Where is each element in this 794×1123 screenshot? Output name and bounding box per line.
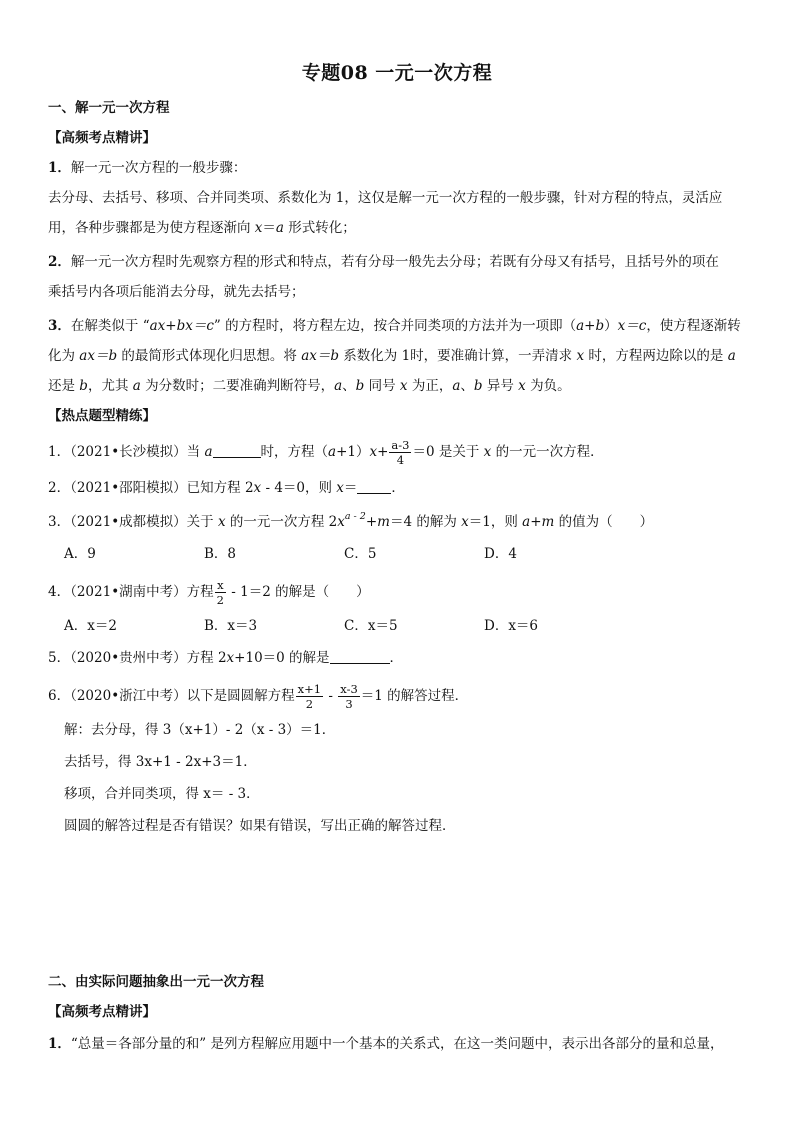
fraction-2 [338,682,360,711]
text: ＝4 的解为 [389,514,462,530]
text: ，使方程逐渐转 [646,318,741,334]
option-d[interactable]: D．x＝6 [484,618,539,634]
section1-key-points-label: 【高频考点精讲】 [48,130,156,146]
point-1-number: 1． [48,1036,71,1052]
var-x: x [254,220,263,236]
question-1 [48,438,604,467]
solution-step-2: 去括号，得 3x+1 - 2x+3＝1． [64,754,257,770]
text: +10＝0 的解是 [234,650,330,666]
question-4 [48,578,370,607]
practice-label: 【热点题型精练】 [48,408,156,424]
fraction-numerator: x [215,578,226,593]
point-2-number: 2． [48,254,71,270]
var: a [334,378,343,394]
text: 4．（2021•湖南中考）方程 [48,584,214,600]
text: 、 [460,378,474,394]
expr: a+b [576,318,605,334]
point-1-number: 1． [48,160,71,176]
text: ＝ [262,220,276,236]
var-x: x [483,444,492,460]
var-x: x [217,514,226,530]
text: 为分数时；二要准确判断符号， [140,378,335,394]
text: 的最简形式体现化归思想。将 [117,348,302,364]
page-title: 专题08 一元一次方程 [301,62,493,84]
text: 同号 [364,378,400,394]
option-d[interactable]: D．4 [484,546,517,562]
text: ＝1，则 [468,514,523,530]
question-2 [48,478,405,498]
var: x [399,378,408,394]
text: + [377,444,389,460]
text: 异号 [482,378,519,394]
point-2 [48,252,719,272]
point-3-body-2 [48,376,571,396]
text: + [365,514,378,530]
point-1-body-2 [48,218,356,238]
text: 、 [342,378,356,394]
answer-blank[interactable] [357,479,391,494]
text: 6．（2020•浙江中考）以下是圆圆解方程 [48,688,295,704]
point-3-number: 3． [48,318,71,334]
text: ＝1 的解答过程． [360,688,469,704]
text: 的一元一次方程． [491,444,604,460]
text: 1．（2021•长沙模拟）当 [48,444,205,460]
var-x: x [226,650,235,666]
option-c[interactable]: C．x＝5 [344,618,398,634]
fraction-denominator: 4 [396,453,405,467]
point-1-text: “总量＝各部分量的和” 是列方程解应用题中一个基本的关系式，在这一类问题中，表示出各部分的量和总量， [70,1036,724,1052]
var: x [518,378,526,394]
var: b [355,378,365,394]
option-a[interactable]: A．9 [64,546,96,562]
exponent: a - 2 [344,511,366,522]
text: 还是 [48,378,80,394]
point-3-body [48,346,736,366]
var: b [473,378,483,394]
text: ） [604,318,618,334]
var-x: x [461,514,469,530]
var-a: a [204,444,213,460]
fraction-numerator: x-3 [340,682,358,696]
solution-step-1: 解：去分母，得 3（x+1）- 2（x - 3）＝1． [64,722,336,738]
text: - 1＝2 的解是（ ） [227,584,370,600]
text: 用，各种步骤都是为使方程逐渐向 [48,220,255,236]
fraction [389,438,411,467]
point-2-text: 解一元一次方程时先观察方程的形式和特点，若有分母一般先去分母；若既有分母又有括号，且括号外的项在 [70,254,719,270]
question-3-options [64,544,624,564]
fraction-denominator: 2 [216,593,224,607]
text: 3．（2021•成都模拟）关于 [48,514,218,530]
fraction-numerator: x+1 [297,682,322,696]
text: 5．（2020•贵州中考）方程 2 [48,650,227,666]
point-3 [48,316,741,336]
text: 系数化为 1时，要准确计算，一弄清求 [339,348,577,364]
text: 的一元一次方程 2 [225,514,338,530]
fraction [215,578,226,607]
var: b [79,378,88,394]
question-5 [48,648,403,668]
var: a [132,378,141,394]
text: ，尤其 [87,378,133,394]
option-b[interactable]: B．x＝3 [204,618,258,634]
point-1-text: 解一元一次方程的一般步骤： [70,160,247,176]
var-x: x [336,480,344,496]
section2-heading: 二、由实际问题抽象出一元一次方程 [48,974,264,990]
text: ” 的方程时，将方程左边，按合并同类项的方法并为一项即（ [213,318,577,334]
text: ． [389,650,404,666]
text: ＝0 是关于 [412,444,484,460]
var-x: x [576,348,585,364]
option-a[interactable]: A．x＝2 [64,618,117,634]
answer-blank[interactable] [330,649,390,664]
text: 化为 [48,348,80,364]
expr: ax＝b [301,348,340,364]
var-a: a [328,444,337,460]
text: +1） [336,444,370,460]
point-2-body: 乘括号内各项后能消去分母，就先去括号； [48,284,305,300]
var-x: x [253,480,262,496]
fraction-denominator: 2 [305,697,314,711]
solution-step-3: 移项，合并同类项，得 x＝ - 3． [64,786,260,802]
text: 形式转化； [283,220,356,236]
expr: x＝c [617,318,647,334]
point-1-title [48,158,246,178]
equation: ax+bx＝c [149,318,214,334]
question-3 [48,512,653,532]
fraction-denominator: 3 [345,697,353,711]
section2-key-points-label: 【高频考点精讲】 [48,1004,156,1020]
fraction-numerator: a-3 [391,438,410,452]
var-x: x [369,444,378,460]
text: 时，方程两边除以的是 [584,348,728,364]
text: 的值为（ ） [554,514,654,530]
point-1-body: 去分母、去括号、移项、合并同类项、系数化为 1，这仅是解一元一次方程的一般步骤，针对方程的特点，灵活应 [48,190,723,206]
expr: a+m [522,514,555,530]
var-a: a [275,220,284,236]
text: ＝ [343,480,358,496]
text: 在解类似于 “ [70,318,150,334]
option-b[interactable]: B．8 [204,546,237,562]
text: - [324,688,338,704]
var: a [452,378,461,394]
text: 为正， [407,378,453,394]
question-6 [48,682,468,711]
text: - 4＝0，则 [261,480,337,496]
question-4-options [64,616,624,636]
answer-blank[interactable] [213,443,261,458]
section1-heading: 一、解一元一次方程 [48,100,170,116]
text: 时，方程（ [260,444,329,460]
text: ． [391,480,405,496]
expr: ax＝b [79,348,118,364]
section2-point-1 [48,1034,724,1054]
question-6-prompt: 圆圆的解答过程是否有错误？如果有错误，写出正确的解答过程． [64,818,456,834]
option-c[interactable]: C．5 [344,546,377,562]
text: 2．（2021•邵阳模拟）已知方程 2 [48,480,254,496]
var-m: m [377,514,390,530]
text: 为负。 [525,378,571,394]
var-a: a [727,348,736,364]
fraction-1 [296,682,323,711]
var-x: x [337,514,345,530]
